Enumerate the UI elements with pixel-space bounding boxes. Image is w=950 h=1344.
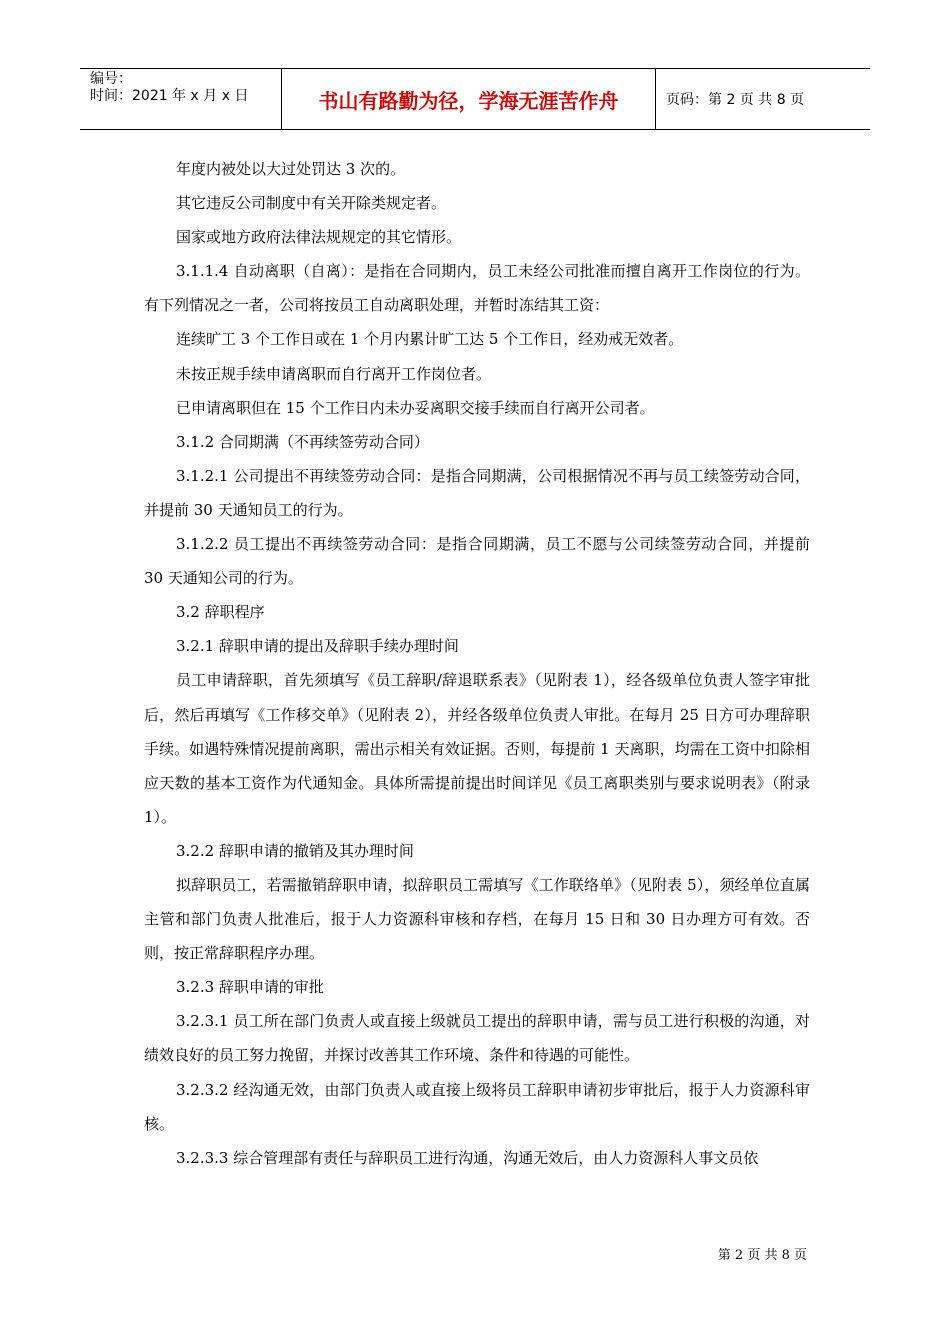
section-heading: 3.2.3 辞职申请的审批 bbox=[176, 978, 324, 997]
date-label: 时间：2021 年 x 月 x 日 bbox=[90, 88, 249, 104]
serial-number-label: 编号： bbox=[90, 71, 132, 87]
paragraph: 3.2.3.1 员工所在部门负责人或直接上级就员工提出的辞职申请，需与员工进行积极的沟通，对绩效良好的员工努力挽留，并探讨改善其工作环境、条件和待遇的可能性。 bbox=[144, 1012, 810, 1065]
section-heading: 3.2 辞职程序 bbox=[176, 603, 265, 622]
section-heading: 3.1.2 合同期满（不再续签劳动合同） bbox=[176, 432, 429, 451]
page-header bbox=[80, 68, 870, 130]
paragraph: 连续旷工 3 个工作日或在 1 个月内累计旷工达 5 个工作日，经劝戒无效者。 bbox=[176, 330, 684, 349]
paragraph: 3.1.2.1 公司提出不再续签劳动合同：是指合同期满，公司根据情况不再与员工续签劳动合同，并提前 30 天通知员工的行为。 bbox=[144, 466, 810, 519]
paragraph: 3.2.3.2 经沟通无效，由部门负责人或直接上级将员工辞职申请初步审批后，报于人力资源科审核。 bbox=[144, 1080, 810, 1133]
paragraph: 国家或地方政府法律法规规定的其它情形。 bbox=[176, 228, 462, 247]
paragraph: 员工申请辞职，首先须填写《员工辞职/辞退联系表》（见附表 1），经各级单位负责人签字审批后，然后再填写《工作移交单》（见附表 2），并经各级单位负责人审批。在每月 25 日方可办理辞职手续。如遇特殊情况提前离职，需出示相关有效证据。否则，每提前 1 天离职，均需在工资中扣除相应天数的基本工资作为代通知金。具体所需提前提出时间详见《员工离职类别与要求说明表》（附录 1）。 bbox=[144, 671, 810, 826]
header-motto: 书山有路勤为径，学海无涯苦作舟 bbox=[282, 69, 656, 129]
document-body bbox=[144, 152, 810, 1175]
page-footer: 第 2 页 共 8 页 bbox=[717, 1248, 807, 1263]
section-heading: 3.2.2 辞职申请的撤销及其办理时间 bbox=[176, 841, 414, 860]
paragraph: 3.1.2.2 员工提出不再续签劳动合同：是指合同期满，员工不愿与公司续签劳动合同，并提前 30 天通知公司的行为。 bbox=[144, 535, 810, 588]
paragraph: 其它违反公司制度中有关开除类规定者。 bbox=[176, 194, 447, 213]
section-heading: 3.2.1 辞职申请的提出及辞职手续办理时间 bbox=[176, 637, 459, 656]
paragraph: 已申请离职但在 15 个工作日内未办妥离职交接手续而自行离开公司者。 bbox=[176, 398, 655, 417]
paragraph: 年度内被处以大过处罚达 3 次的。 bbox=[176, 160, 406, 178]
header-meta bbox=[80, 69, 282, 129]
header-page-code: 页码：第 2 页 共 8 页 bbox=[666, 92, 805, 108]
paragraph: 3.1.1.4 自动离职（自离）：是指在合同期内，员工未经公司批准而擅自离开工作岗位的行为。有下列情况之一者，公司将按员工自动离职处理，并暂时冻结其工资： bbox=[144, 262, 810, 315]
paragraph: 3.2.3.3 综合管理部有责任与辞职员工进行沟通，沟通无效后，由人力资源科人事文员依 bbox=[176, 1148, 759, 1167]
paragraph: 未按正规手续申请离职而自行离开工作岗位者。 bbox=[176, 364, 492, 383]
paragraph: 拟辞职员工，若需撤销辞职申请，拟辞职员工需填写《工作联络单》（见附表 5），须经单位直属主管和部门负责人批准后，报于人力资源科审核和存档，在每月 15 日和 30 日办理方可有效。否则，按正常辞职程序办理。 bbox=[144, 875, 810, 963]
